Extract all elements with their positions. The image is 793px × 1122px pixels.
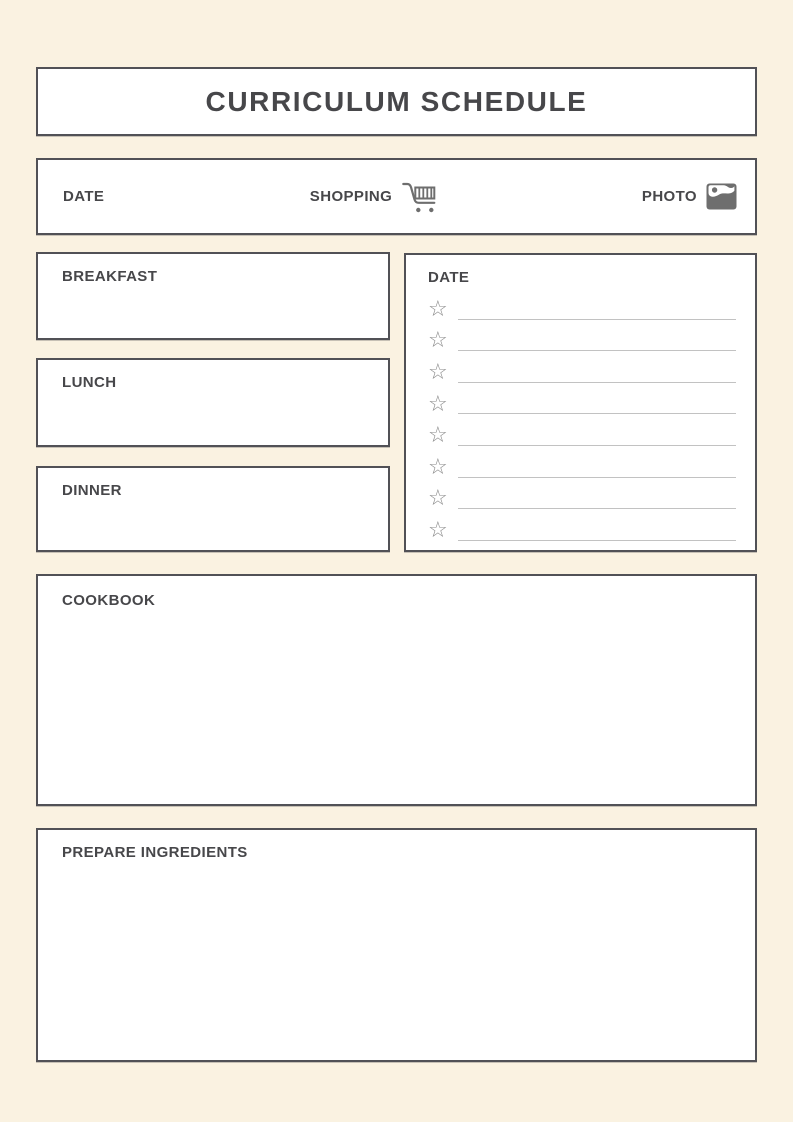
date-list-row	[428, 515, 736, 547]
write-line	[458, 319, 736, 320]
header-bar	[36, 158, 757, 235]
date-list-row	[428, 326, 736, 358]
star-outline-icon: ☆	[428, 423, 448, 449]
date-list-box	[404, 253, 757, 552]
write-line	[458, 540, 736, 541]
breakfast-label: BREAKFAST	[62, 268, 158, 285]
title-box	[36, 67, 757, 136]
prepare-ingredients-box	[36, 828, 757, 1062]
lunch-box	[36, 358, 390, 447]
breakfast-box	[36, 252, 390, 340]
write-line	[458, 508, 736, 509]
star-outline-icon: ☆	[428, 391, 448, 417]
photo-label: PHOTO	[641, 188, 697, 205]
star-outline-icon: ☆	[428, 486, 448, 512]
date-list-label: DATE	[428, 269, 470, 286]
date-list-row	[428, 420, 736, 452]
dinner-label: DINNER	[62, 482, 122, 499]
date-list-row	[428, 484, 736, 516]
shopping-label: SHOPPING	[309, 188, 393, 205]
star-outline-icon: ☆	[428, 454, 448, 480]
photo-image-icon	[706, 183, 737, 210]
date-field-label: DATE	[63, 188, 105, 205]
write-line	[458, 477, 736, 478]
date-list-row	[428, 357, 736, 389]
shopping-group	[310, 179, 439, 215]
page-title: CURRICULUM SCHEDULE	[205, 85, 588, 117]
star-outline-icon: ☆	[428, 328, 448, 354]
dinner-box	[36, 466, 390, 552]
photo-group	[642, 160, 737, 233]
write-line	[458, 445, 736, 446]
prepare-ingredients-label: PREPARE INGREDIENTS	[62, 844, 248, 861]
date-list-row	[428, 294, 736, 326]
cookbook-label: COOKBOOK	[62, 592, 156, 609]
star-outline-icon: ☆	[428, 296, 448, 322]
lunch-label: LUNCH	[62, 374, 117, 391]
write-line	[458, 382, 736, 383]
date-list-row	[428, 452, 736, 484]
star-outline-icon: ☆	[428, 359, 448, 385]
write-line	[458, 350, 736, 351]
star-outline-icon: ☆	[428, 517, 448, 543]
date-list-row	[428, 389, 736, 421]
date-list-rows	[428, 294, 736, 547]
write-line	[458, 413, 736, 414]
shopping-cart-icon	[399, 179, 439, 215]
cookbook-box	[36, 574, 757, 806]
